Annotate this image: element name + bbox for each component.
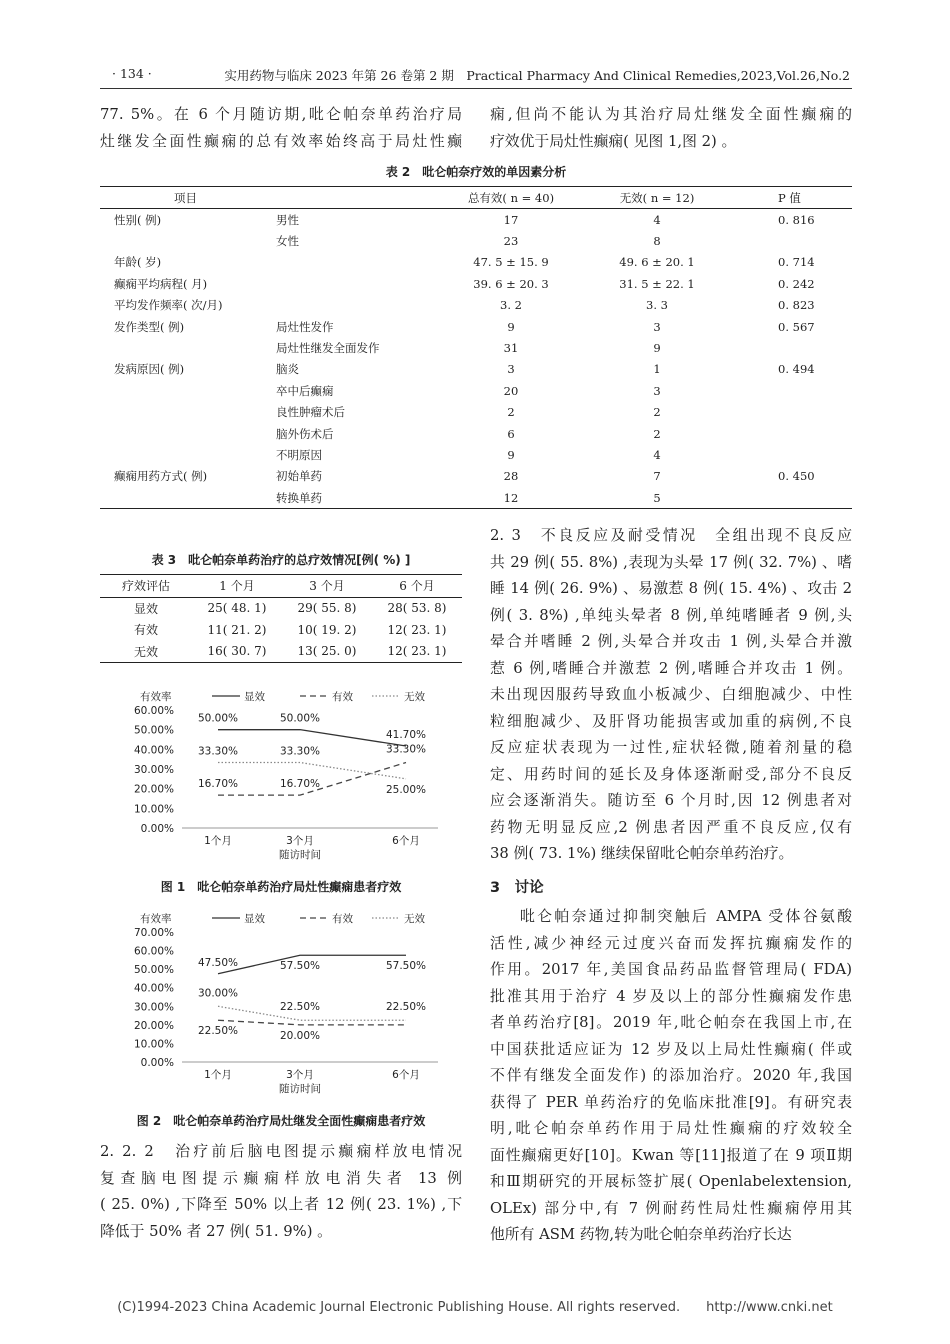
data-label: 33.30% bbox=[385, 743, 427, 756]
table-cell: 23 bbox=[503, 234, 519, 249]
table3-header-6m: 6 个月 bbox=[399, 579, 435, 594]
data-label: 47.50% bbox=[197, 956, 239, 969]
y-tick-label: 10.00% bbox=[133, 803, 174, 816]
table-cell: 25( 48. 1) bbox=[207, 601, 267, 616]
text-line: ( 25. 0%) ,下降至 50% 以上者 12 例( 23. 1%) ,下 bbox=[100, 1196, 462, 1213]
table-cell: 6 bbox=[507, 426, 515, 441]
y-tick-label: 60.00% bbox=[133, 945, 174, 958]
text-line: 复查脑电图提示癫痫样放电消失者 13 例 bbox=[100, 1169, 462, 1187]
text-line: 降低于 50% 者 27 例( 51. 9%) 。 bbox=[100, 1222, 332, 1240]
text-line: 药物无明显反应,2 例患者因严重不良反应,仅有 bbox=[490, 818, 852, 836]
table3-header-3m: 3 个月 bbox=[309, 579, 345, 594]
figure2-caption: 图 2 吡仑帕奈单药治疗局灶继发全面性癫痫患者疗效 bbox=[136, 1114, 426, 1128]
text-line: 定、用药时间的延长及身体逐渐耐受,部分不良反 bbox=[490, 765, 852, 783]
text-line: OLEx) 部分中,有 7 例耐药性局灶性癫痫停用其 bbox=[490, 1199, 852, 1217]
table-cell bbox=[276, 295, 432, 316]
x-tick-label: 3个月 bbox=[286, 835, 314, 847]
table-cell: 0. 450 bbox=[778, 469, 815, 484]
table-cell bbox=[100, 487, 276, 509]
copyright-footer: (C)1994-2023 China Academic Journal Electronic Publishing House. All rights reserved. http://www.cnki.net bbox=[117, 1300, 833, 1315]
table-row bbox=[100, 402, 852, 423]
table-cell: 脑外伤术后 bbox=[276, 426, 334, 441]
legend-label: 无效 bbox=[404, 913, 425, 925]
x-axis-label: 随访时间 bbox=[279, 1083, 321, 1095]
page-number: · 134 · bbox=[112, 66, 152, 81]
legend-label: 显效 bbox=[244, 691, 265, 703]
table-cell bbox=[100, 402, 276, 423]
text-line: 灶继发全面性癫痫的总有效率始终高于局灶性癫 bbox=[100, 132, 462, 150]
text-line: 未出现因服药导致血小板减少、白细胞减少、中性 bbox=[490, 686, 852, 703]
table-cell: 2 bbox=[653, 426, 661, 441]
table-cell: 20 bbox=[503, 383, 519, 398]
data-label: 57.50% bbox=[385, 960, 427, 973]
legend-label: 有效 bbox=[332, 913, 353, 925]
text-line: 和Ⅲ期研究的开展标签扩展( Openlabelextension, bbox=[490, 1173, 852, 1190]
text-line: 反应症状表现为一过性,症状轻微,随着剂量的稳 bbox=[490, 739, 852, 756]
table-cell: 无效 bbox=[133, 644, 158, 659]
section-3-body bbox=[490, 904, 852, 1249]
text-line: 中国获批适应证为 12 岁及以上局灶性癫痫( 伴或 bbox=[490, 1040, 852, 1058]
table-row bbox=[100, 209, 852, 231]
table-cell: 28 bbox=[503, 469, 519, 484]
table2 bbox=[100, 186, 852, 509]
table-cell bbox=[724, 402, 852, 423]
table2-header-effective: 总有效( n = 40) bbox=[467, 190, 555, 205]
data-label: 20.00% bbox=[279, 1029, 321, 1042]
table-cell bbox=[100, 230, 276, 251]
text-line: 痫,但尚不能认为其治疗局灶继发全面性癫痫的 bbox=[490, 106, 852, 123]
table-cell: 0. 242 bbox=[778, 276, 815, 291]
y-tick-label: 20.00% bbox=[133, 783, 174, 796]
table-cell: 0. 823 bbox=[778, 298, 815, 313]
table-cell: 7 bbox=[653, 469, 661, 484]
text-line: 他所有 ASM 药物,转为吡仑帕奈单药治疗长达 bbox=[490, 1226, 792, 1243]
table3-caption: 表 3 吡仑帕奈单药治疗的总疗效情况[例( %) ] bbox=[151, 553, 411, 567]
y-tick-label: 0.00% bbox=[140, 823, 174, 835]
table-cell bbox=[100, 380, 276, 401]
table-cell: 平均发作频率( 次/月) bbox=[114, 298, 223, 313]
text-line: 不伴有继发全面发作) 的添加治疗。2020 年,我国 bbox=[490, 1067, 852, 1084]
text-line: 作用。2017 年,美国食品药品监督管理局( FDA) bbox=[490, 961, 852, 978]
text-line: 惹 6 例,嗜睡合并激惹 2 例,嗜睡合并攻击 1 例。 bbox=[490, 659, 852, 677]
table-cell: 12( 23. 1) bbox=[387, 644, 447, 659]
header-rule bbox=[100, 88, 852, 89]
table-cell bbox=[724, 487, 852, 509]
table2-header-p: P 值 bbox=[778, 190, 801, 205]
text-line: 获得了 PER 单药治疗的免临床批准[9]。有研究表 bbox=[490, 1093, 852, 1111]
figure2-chart bbox=[100, 902, 462, 1104]
table-cell bbox=[724, 230, 852, 251]
table-cell: 初始单药 bbox=[276, 469, 322, 484]
table-cell: 0. 494 bbox=[778, 362, 815, 377]
table3-header-1m: 1 个月 bbox=[219, 579, 255, 594]
y-tick-label: 40.00% bbox=[133, 744, 174, 757]
table-cell: 47. 5 ± 15. 9 bbox=[473, 255, 549, 270]
text-line: 批准其用于治疗 4 岁及以上的部分性癫痫发作患 bbox=[490, 987, 852, 1005]
table-cell: 年龄( 岁) bbox=[114, 255, 162, 270]
top-left-text bbox=[100, 102, 462, 155]
data-label: 16.70% bbox=[197, 778, 239, 791]
section-222 bbox=[100, 1139, 462, 1245]
table-cell: 发病原因( 例) bbox=[114, 362, 185, 377]
x-tick-label: 3个月 bbox=[286, 1069, 314, 1081]
figure1-chart bbox=[100, 678, 462, 870]
text-line: 睡 14 例( 26. 9%) 、易激惹 8 例( 15. 4%) 、攻击 2 bbox=[490, 580, 852, 597]
y-tick-label: 20.00% bbox=[133, 1019, 174, 1032]
table-row bbox=[100, 444, 852, 465]
table-cell: 10( 19. 2) bbox=[297, 622, 357, 637]
y-axis-label: 有效率 bbox=[140, 913, 172, 925]
data-label: 33.30% bbox=[197, 745, 239, 758]
table-cell bbox=[100, 423, 276, 444]
table-cell: 3. 3 bbox=[646, 298, 668, 313]
data-label: 22.50% bbox=[385, 1001, 427, 1014]
table-cell: 17 bbox=[503, 212, 519, 227]
y-tick-label: 60.00% bbox=[133, 705, 174, 717]
table-row bbox=[100, 295, 852, 316]
table-cell bbox=[724, 337, 852, 358]
table-cell: 癫痫用药方式( 例) bbox=[114, 469, 208, 484]
table-cell: 良性肿瘤术后 bbox=[276, 405, 345, 420]
table-cell: 4 bbox=[653, 212, 661, 227]
table-cell: 29( 55. 8) bbox=[297, 601, 357, 616]
table-cell: 9 bbox=[653, 341, 661, 356]
table-cell: 不明原因 bbox=[276, 447, 322, 462]
text-line: 粒细胞减少、及肝肾功能损害或加重的病例,不良 bbox=[490, 712, 852, 730]
table-cell: 性别( 例) bbox=[114, 212, 162, 227]
table-cell: 0. 714 bbox=[778, 255, 815, 270]
series-line-solid bbox=[218, 730, 406, 746]
table-cell: 3 bbox=[507, 362, 515, 377]
table-cell: 男性 bbox=[276, 212, 299, 227]
table-cell: 9 bbox=[507, 447, 515, 462]
x-tick-label: 6个月 bbox=[392, 835, 420, 847]
table-cell: 4 bbox=[653, 447, 661, 462]
text-line: 疗效优于局灶性癫痫( 见图 1,图 2) 。 bbox=[490, 132, 737, 150]
table-cell: 癫痫平均病程( 月) bbox=[114, 276, 208, 291]
table-cell bbox=[276, 252, 432, 273]
table-cell bbox=[724, 380, 852, 401]
x-tick-label: 6个月 bbox=[392, 1069, 420, 1081]
table-cell: 3 bbox=[653, 319, 661, 334]
text-line: 者单药治疗[8]。2019 年,吡仑帕奈在我国上市,在 bbox=[490, 1014, 852, 1031]
table-cell: 0. 567 bbox=[778, 319, 815, 334]
text-line: 共 29 例( 55. 8%) ,表现为头晕 17 例( 32. 7%) 、嗜 bbox=[490, 553, 852, 571]
text-line: 38 例( 73. 1%) 继续保留吡仑帕奈单药治疗。 bbox=[490, 845, 794, 862]
table-cell: 13( 25. 0) bbox=[297, 644, 357, 659]
top-right-text bbox=[490, 102, 852, 155]
table-cell: 转换单药 bbox=[276, 490, 322, 505]
table-row bbox=[100, 273, 852, 294]
data-label: 33.30% bbox=[279, 745, 321, 758]
y-tick-label: 50.00% bbox=[133, 724, 174, 737]
data-label: 30.00% bbox=[197, 987, 239, 1000]
table-row bbox=[100, 316, 852, 337]
legend-label: 有效 bbox=[332, 691, 353, 703]
y-axis-label: 有效率 bbox=[140, 691, 172, 703]
table-cell: 1 bbox=[653, 362, 661, 377]
data-label: 57.50% bbox=[279, 960, 321, 973]
table-cell bbox=[724, 423, 852, 444]
table3 bbox=[100, 574, 462, 663]
table-row bbox=[100, 230, 852, 251]
table-cell: 28( 53. 8) bbox=[387, 601, 447, 616]
table-cell: 3 bbox=[653, 383, 661, 398]
x-tick-label: 1个月 bbox=[204, 835, 232, 847]
table-cell: 局灶性继发全面发作 bbox=[276, 341, 380, 356]
table3-header-eval: 疗效评估 bbox=[121, 579, 170, 594]
table-row bbox=[100, 487, 852, 509]
table-row bbox=[100, 380, 852, 401]
table-cell: 0. 816 bbox=[778, 212, 815, 227]
table-cell: 2 bbox=[507, 405, 515, 420]
table2-header-ineffective: 无效( n = 12) bbox=[619, 190, 695, 205]
table-cell: 11( 21. 2) bbox=[207, 622, 267, 637]
data-label: 22.50% bbox=[197, 1025, 239, 1038]
text-line: 明,吡仑帕奈单药作用于局灶性癫痫的疗效较全 bbox=[490, 1120, 852, 1137]
data-label: 25.00% bbox=[385, 783, 427, 796]
table-row bbox=[100, 337, 852, 358]
table-row bbox=[100, 619, 462, 641]
table-cell bbox=[100, 444, 276, 465]
y-tick-label: 40.00% bbox=[133, 982, 174, 995]
data-label: 22.50% bbox=[279, 1001, 321, 1014]
table-cell: 16( 30. 7) bbox=[207, 644, 267, 659]
section3-heading: 3 讨论 bbox=[490, 880, 544, 896]
x-tick-label: 1个月 bbox=[204, 1069, 232, 1081]
table-row bbox=[100, 466, 852, 487]
table-row bbox=[100, 423, 852, 444]
table-cell: 8 bbox=[653, 234, 661, 249]
text-line: 应会逐渐消失。随访至 6 个月时,因 12 例患者对 bbox=[490, 792, 852, 809]
text-line: 面性癫痫更好[10]。Kwan 等[11]报道了在 9 项Ⅱ期 bbox=[490, 1146, 852, 1164]
table-cell: 2 bbox=[653, 405, 661, 420]
legend-label: 显效 bbox=[244, 913, 265, 925]
table-row bbox=[100, 359, 852, 380]
data-label: 41.70% bbox=[385, 728, 427, 741]
text-line: 77. 5%。在 6 个月随访期,吡仑帕奈单药治疗局 bbox=[100, 106, 462, 123]
table-row bbox=[100, 252, 852, 273]
data-label: 50.00% bbox=[279, 712, 321, 725]
table-cell: 31. 5 ± 22. 1 bbox=[619, 276, 695, 291]
table-cell: 12( 23. 1) bbox=[387, 622, 447, 637]
table-cell: 卒中后癫痫 bbox=[276, 383, 334, 398]
table-cell: 9 bbox=[507, 319, 515, 334]
table-cell bbox=[724, 444, 852, 465]
y-tick-label: 50.00% bbox=[133, 964, 174, 977]
data-label: 16.70% bbox=[279, 778, 321, 791]
text-line: 吡仑帕奈通过抑制突触后 AMPA 受体谷氨酸 bbox=[520, 908, 852, 925]
table-cell bbox=[276, 273, 432, 294]
table-cell: 女性 bbox=[276, 234, 299, 249]
table2-header-item: 项目 bbox=[174, 190, 197, 205]
section-23 bbox=[490, 523, 852, 868]
table-cell: 5 bbox=[653, 490, 661, 505]
y-tick-label: 70.00% bbox=[133, 927, 174, 939]
text-line: 2. 2. 2 治疗前后脑电图提示癫痫样放电情况 bbox=[100, 1143, 462, 1160]
series-line-dashed bbox=[218, 1020, 406, 1025]
running-header: 实用药物与临床 2023 年第 26 卷第 2 期 Practical Pharmacy And Clinical Remedies,2023,Vol.26,No.2 bbox=[224, 68, 850, 83]
table-cell: 有效 bbox=[133, 623, 158, 638]
table-cell: 39. 6 ± 20. 3 bbox=[473, 276, 549, 291]
legend-label: 无效 bbox=[404, 691, 425, 703]
table-cell: 3. 2 bbox=[500, 298, 522, 313]
table-cell: 49. 6 ± 20. 1 bbox=[619, 255, 695, 270]
text-line: 晕合并嗜睡 2 例,头晕合并攻击 1 例,头晕合并激 bbox=[490, 633, 852, 650]
data-label: 50.00% bbox=[197, 712, 239, 725]
figure1-caption: 图 1 吡仑帕奈单药治疗局灶性癫痫患者疗效 bbox=[160, 880, 402, 894]
text-line: 例( 3. 8%) ,单纯头晕者 8 例,单纯嗜睡者 9 例,头 bbox=[490, 606, 852, 624]
table2-caption: 表 2 吡仑帕奈疗效的单因素分析 bbox=[385, 165, 567, 179]
table-cell: 脑炎 bbox=[276, 362, 299, 377]
table-cell bbox=[100, 337, 276, 358]
table-cell: 发作类型( 例) bbox=[114, 319, 185, 334]
text-line: 活性,减少神经元过度兴奋而发挥抗癫痫发作的 bbox=[490, 934, 852, 952]
text-line: 2. 3 不良反应及耐受情况 全组出现不良反应 bbox=[490, 527, 852, 544]
y-tick-label: 10.00% bbox=[133, 1038, 174, 1051]
y-tick-label: 30.00% bbox=[133, 1001, 174, 1014]
table-cell: 31 bbox=[503, 341, 519, 356]
y-tick-label: 0.00% bbox=[140, 1057, 174, 1069]
x-axis-label: 随访时间 bbox=[279, 849, 321, 861]
table-cell: 12 bbox=[503, 490, 519, 505]
table-cell: 显效 bbox=[133, 601, 158, 616]
y-tick-label: 30.00% bbox=[133, 764, 174, 776]
table-row bbox=[100, 641, 462, 663]
table-cell: 局灶性发作 bbox=[276, 319, 334, 334]
table-row bbox=[100, 597, 462, 619]
